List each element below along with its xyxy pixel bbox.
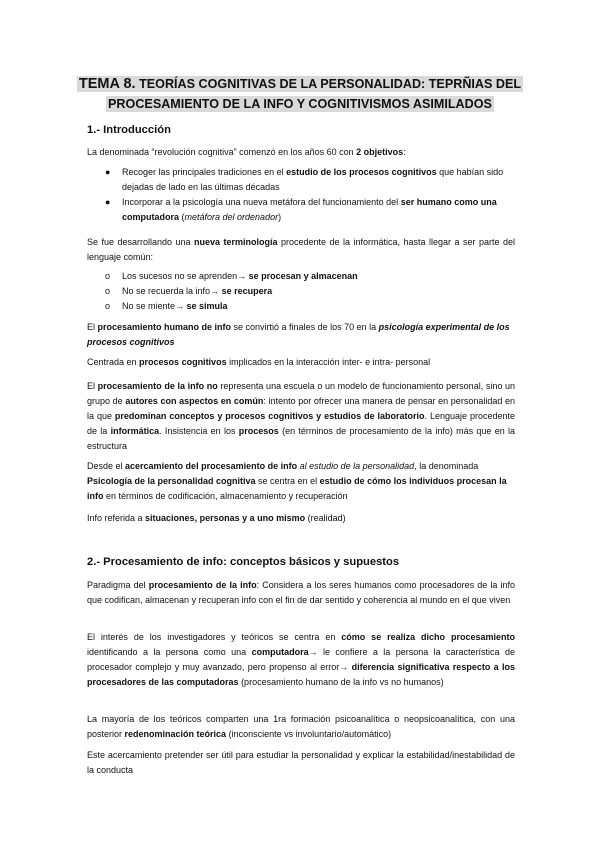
circle-bullet-icon: o: [105, 301, 111, 311]
s1-paragraph-5: El procesamiento de la info no representa una escuela o un modelo de funcionamiento personal, sino un grupo de autores con aspectos en común: intento por ofrecer una manera de pensar en personalidad en la que predominan conceptos y procesos cognitivos y estudios de laboratorio. Lenguaje procedente de la informática. Insistencia en los procesos (en términos de procesamiento de la info) más que en la estructura: [87, 381, 516, 451]
s1-bullet-list: [105, 165, 515, 225]
s1-paragraph-4: Centrada en procesos cognitivos implicados en la interacción inter- e intra- personal: [87, 357, 431, 367]
bullet-icon: ●: [105, 197, 111, 207]
bullet-icon: ●: [105, 167, 111, 177]
s2-paragraph-2: El interés de los investigadores y teóricos se centra en cómo se realiza dicho procesamiento identificando a la persona como una computadora→ le confiere a la persona la característica de procesador complejo y muy avanzado, pero propenso al error→ diferencia significativa respecto a los procesadores de las computadoras (procesamiento humano de la info vs no humanos): [87, 632, 515, 687]
section-2-heading: 2.- Procesamiento de info: conceptos básicos y supuestos: [87, 556, 400, 568]
s1-paragraph-1: La denominada “revolución cognitiva” comenzó en los años 60 con 2 objetivos:: [87, 147, 406, 157]
section-1-heading: 1.- Introducción: [87, 124, 171, 136]
s1-paragraph-6: Desde el acercamiento del procesamiento de info al estudio de la personalidad, la denominada Psicología de la personalidad cognitiva se centra en el estudio de cómo los individuos procesan la info en términos de codificación, almacenamiento y recuperación: [87, 461, 507, 501]
list-item: o No se recuerda la info→ se recupera: [105, 284, 515, 299]
circle-bullet-icon: o: [105, 286, 111, 296]
list-item: ● Recoger las principales tradiciones en el estudio de los procesos cognitivos que habían sido dejadas de lado en las últimas décadas: [105, 167, 504, 192]
title-line-1: TEMA 8. TEORÍAS COGNITIVAS DE LA PERSONALIDAD: TEPRÑIAS DEL: [78, 76, 522, 92]
s1-paragraph-2: Se fue desarrollando una nueva terminología procedente de la informática, hasta llegar a ser parte del lenguaje común:: [87, 237, 515, 262]
s1-paragraph-7: Info referida a situaciones, personas y a uno mismo (realidad): [87, 513, 346, 523]
s1-circle-list: [105, 269, 515, 314]
s2-paragraph-3: La mayoría de los teóricos comparten una 1ra formación psicoanalítica o neopsicoanalítica, con una posterior redenominación teórica (inconsciente vs involuntario/automático): [87, 714, 515, 739]
document-title: [0, 74, 600, 114]
s2-paragraph-1: Paradigma del procesamiento de la info: Considera a los seres humanos como procesadores de la info que codifican, almacenan y recuperan info con el fin de dar sentido y coherencia al mundo en el que viven: [87, 580, 515, 605]
list-item: o Los sucesos no se aprenden→ se procesan y almacenan: [105, 269, 515, 284]
list-item: o No se miente→ se simula: [105, 299, 515, 314]
s1-paragraph-3: El procesamiento humano de info se convirtió a finales de los 70 en la psicología experimental de los procesos cognitivos: [87, 322, 510, 347]
circle-bullet-icon: o: [105, 271, 111, 281]
list-item: ● Incorporar a la psicología una nueva metáfora del funcionamiento del ser humano como una computadora (metáfora del ordenador): [105, 197, 497, 222]
s2-paragraph-4: Este acercamiento pretender ser útil para estudiar la personalidad y explicar la estabilidad/inestabilidad de la conducta: [87, 750, 515, 775]
title-line-2: PROCESAMIENTO DE LA INFO Y COGNITIVISMOS ASIMILADOS: [108, 97, 492, 111]
